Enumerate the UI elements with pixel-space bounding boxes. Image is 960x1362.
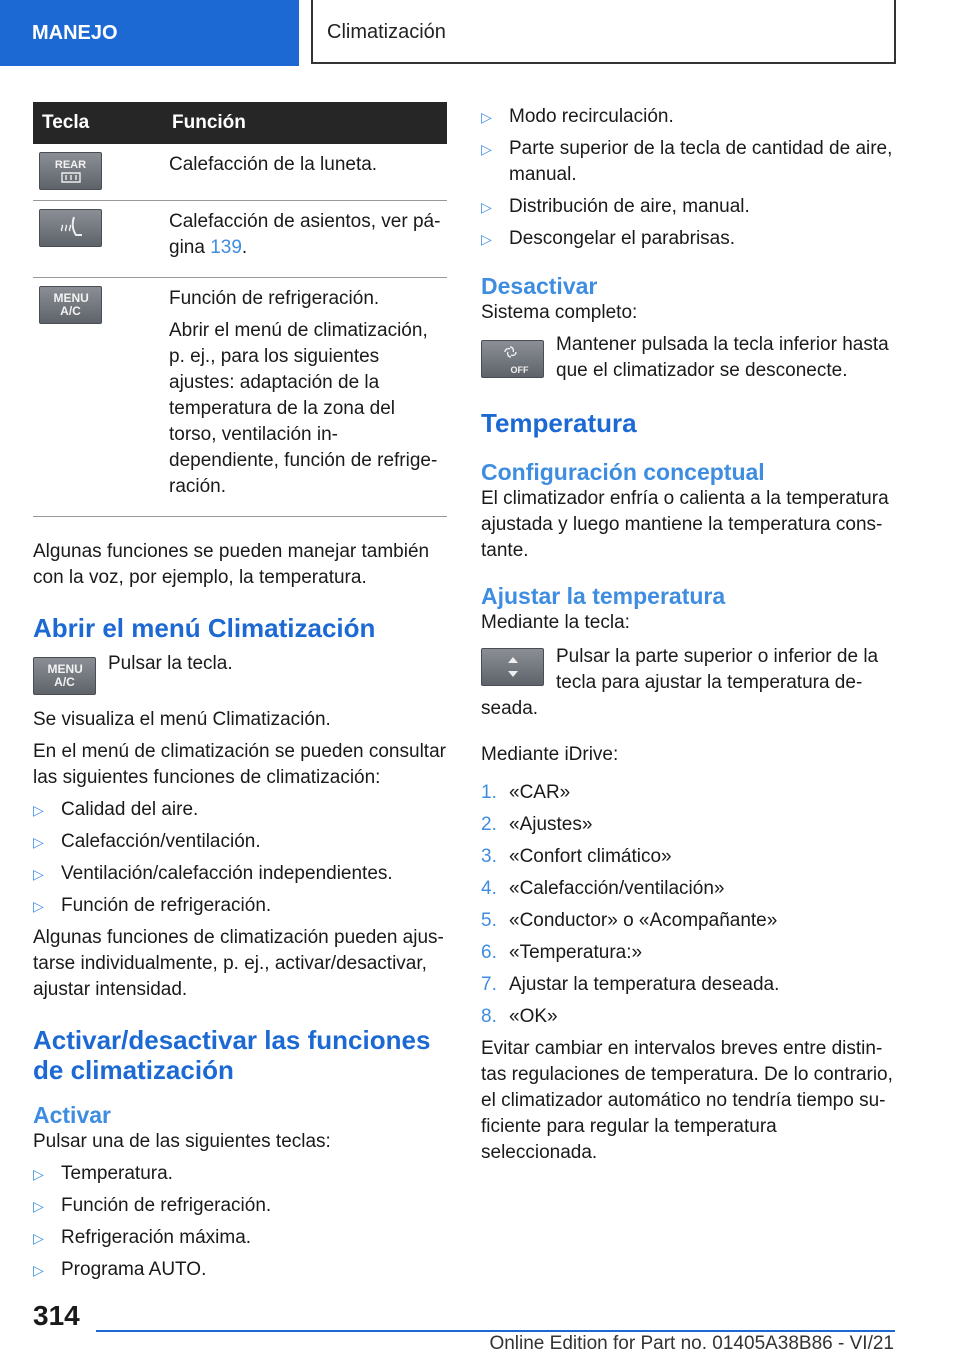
list-item: ▷ Calefacción/ventilación. [33,831,261,852]
chapter-title: Climatización [311,0,896,64]
heading-concept: Configuración conceptual [481,459,765,485]
press-updown-text: Pulsar la parte superior o inferior de la tecla para ajustar la temperatura de-seada. [481,646,879,719]
via-idrive-text: Mediante iDrive: [481,744,619,765]
function-text: Función de refrigeración. [169,288,380,309]
menu-ac-icon: MENU A/C [39,286,102,324]
menu-ac-icon: MENU A/C [33,657,96,695]
rear-window-defrost-icon: REAR [39,152,102,190]
list-item: ▷ Descongelar el parabrisas. [481,228,736,249]
activate-list-continued [481,104,895,252]
heading-open-menu: Abrir el menú Climatización [33,613,376,643]
seat-heating-icon [39,209,102,247]
intro-paragraph: Algunas funciones se pueden manejar también con la voz, por ejemplo, la temperatura. [33,541,430,588]
left-column [33,102,447,1289]
menu-consult-text: En el menú de climatización se pueden consultar las siguientes funciones de climatización: [33,741,446,788]
via-key-text: Mediante la tecla: [481,612,630,633]
col-key-header: Tecla [33,102,163,144]
heading-toggle-functions: Activar/desactivar las funciones de climatización [33,1025,431,1085]
list-item: ▷ Refrigeración máxima. [33,1227,252,1248]
list-item: ▷ Función de refrigeración. [33,895,272,916]
concept-text: El climatizador enfría o calienta a la temperatura ajustada y luego mantiene la temperatura cons-tante. [481,488,889,561]
function-text: Calefacción de asientos, ver pá-gina 139. [169,211,441,258]
function-text: Abrir el menú de climatización, p. ej., para los siguientes ajustes: adaptación de la temperatura de la zona del torso, ventilación in-dependiente, función de refrige-ración. [169,320,438,497]
page-link[interactable]: 139 [210,237,242,258]
footer-edition: Online Edition for Part no. 01405A38B86 - VI/21 [489,1333,894,1354]
fan-off-icon: OFF [481,340,544,378]
warning-text: Evitar cambiar en intervalos breves entre distin-tas regulaciones de temperatura. De lo contrario, el climatizador automático no tendría tiempo su-ficiente para regular la temperatura seleccionada. [481,1038,893,1163]
list-item: 7. Ajustar la temperatura deseada. [481,974,780,995]
key-function-table [33,102,447,517]
list-item: ▷ Función de refrigeración. [33,1195,272,1216]
press-key-text: Pulsar la tecla. [108,653,233,674]
list-item: 8. «OK» [481,1006,558,1027]
list-item: 1. «CAR» [481,782,571,803]
table-row [33,278,447,517]
right-column [481,104,895,1172]
function-text: Calefacción de la luneta. [169,154,378,175]
heading-temperature: Temperatura [481,408,637,438]
temperature-updown-icon [481,648,544,686]
hold-key-text: Mantener pulsada la tecla inferior hasta que el climatizador se desconecte. [556,334,889,381]
adjust-note: Algunas funciones de climatización pueden ajus-tarse individualmente, p. ej., activar/desactivar, ajustar intensidad. [33,927,444,1000]
table-row [33,144,447,201]
list-item: 2. «Ajustes» [481,814,593,835]
idrive-steps [481,780,895,1030]
menu-items-list [33,797,447,919]
list-item: ▷ Modo recirculación. [481,106,674,127]
heading-activate: Activar [33,1102,111,1128]
list-item: 5. «Conductor» o «Acompañante» [481,910,778,931]
list-item: ▷ Ventilación/calefacción independientes. [33,863,393,884]
footer-divider [96,1330,895,1332]
list-item: 4. «Calefacción/ventilación» [481,878,725,899]
list-item: 3. «Confort climático» [481,846,672,867]
table-row [33,201,447,278]
activate-list [33,1161,447,1283]
list-item: ▷ Calidad del aire. [33,799,199,820]
list-item: ▷ Programa AUTO. [33,1259,207,1280]
col-function-header: Función [163,102,447,144]
activate-intro: Pulsar una de las siguientes teclas: [33,1131,331,1152]
section-tab: MANEJO [0,0,299,66]
list-item: ▷ Distribución de aire, manual. [481,196,750,217]
heading-deactivate: Desactivar [481,273,598,299]
page-header [0,0,960,66]
page-number: 314 [33,1300,80,1331]
heading-adjust-temperature: Ajustar la temperatura [481,583,726,609]
list-item: ▷ Temperatura. [33,1163,173,1184]
list-item: 6. «Temperatura:» [481,942,643,963]
system-text: Sistema completo: [481,302,638,323]
list-item: ▷ Parte superior de la tecla de cantidad de aire, manual. [481,138,893,185]
menu-shown-text: Se visualiza el menú Climatización. [33,709,331,730]
